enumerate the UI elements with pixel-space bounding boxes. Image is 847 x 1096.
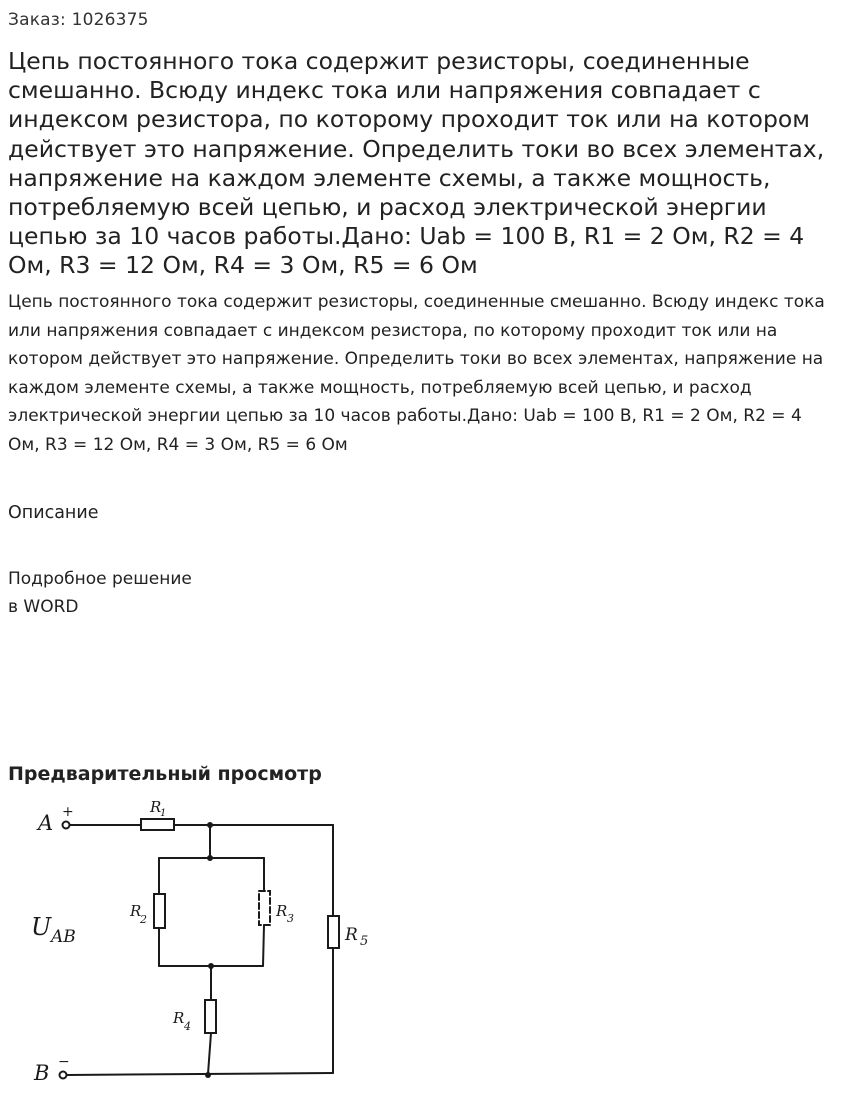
r5-label: R <box>345 925 358 945</box>
terminal-b <box>60 1072 67 1079</box>
r3-label: R <box>276 902 288 920</box>
voltage-label: U <box>31 913 52 941</box>
terminal-b-sign: − <box>58 1054 70 1070</box>
r3-index: 3 <box>287 912 294 925</box>
junction-top <box>207 822 213 828</box>
terminal-a <box>63 822 70 829</box>
solution-line-2: в WORD <box>8 597 79 617</box>
wire-r4-bottom <box>208 1033 211 1074</box>
r1-index: 1 <box>160 808 167 819</box>
preview-heading: Предварительный просмотр <box>8 763 322 785</box>
description-label: Описание <box>8 503 99 523</box>
order-number: Заказ: 1026375 <box>8 10 149 30</box>
wire-r3-bottom <box>263 925 264 966</box>
r1-label: R <box>150 798 162 816</box>
junction-parallel-bottom <box>208 963 214 969</box>
r2-label: R <box>130 902 142 920</box>
terminal-a-sign: + <box>62 804 74 820</box>
wire-bottom <box>67 1073 333 1075</box>
junction-parallel-top <box>207 855 213 861</box>
task-description: Цепь постоянного тока содержит резисторы, соединенные смешанно. Всюду индекс тока или напряжения совпадает с индексом резистора, по которому проходит ток или на котором действует это напряжение. Определить токи во всех элементах, напряжение на каждом элементе схемы, а также мощность, потребляемую всей цепью, и расход электрической энергии цепью за 10 часов работы.Дано: Uab = 100 В, R1 = 2 Ом, R2 = 4 Ом, R3 = 12 Ом, R4 = 3 Ом, R5 = 6 Ом <box>8 292 825 455</box>
resistor-r3 <box>259 891 270 925</box>
circuit-schematic <box>0 790 400 1096</box>
r4-index: 4 <box>184 1020 191 1033</box>
r2-index: 2 <box>140 913 147 926</box>
resistor-r5 <box>328 916 339 948</box>
resistor-r4 <box>205 1000 216 1033</box>
solution-line-1: Подробное решение <box>8 569 192 589</box>
terminal-a-label: A <box>38 811 54 835</box>
voltage-subscript: AB <box>51 927 76 947</box>
terminal-b-label: B <box>34 1061 50 1085</box>
junction-bottom <box>205 1072 211 1078</box>
r4-label: R <box>173 1009 185 1027</box>
page-title: Цепь постоянного тока содержит резисторы, соединенные смешанно. Всюду индекс тока или напряжения совпадает с индексом резистора, по которому проходит ток или на котором действует это напряжение. Определить токи во всех элементах, напряжение на каждом элементе схемы, а также мощность, потребляемую всей цепью, и расход электрической энергии цепью за 10 часов работы.Дано: Uab = 100 В, R1 = 2 Ом, R2 = 4 Ом, R3 = 12 Ом, R4 = 3 Ом, R5 = 6 Ом <box>8 47 825 280</box>
resistor-r2 <box>154 894 165 928</box>
resistor-r1 <box>141 819 174 830</box>
solution-details <box>8 565 192 621</box>
r5-index: 5 <box>360 934 369 949</box>
